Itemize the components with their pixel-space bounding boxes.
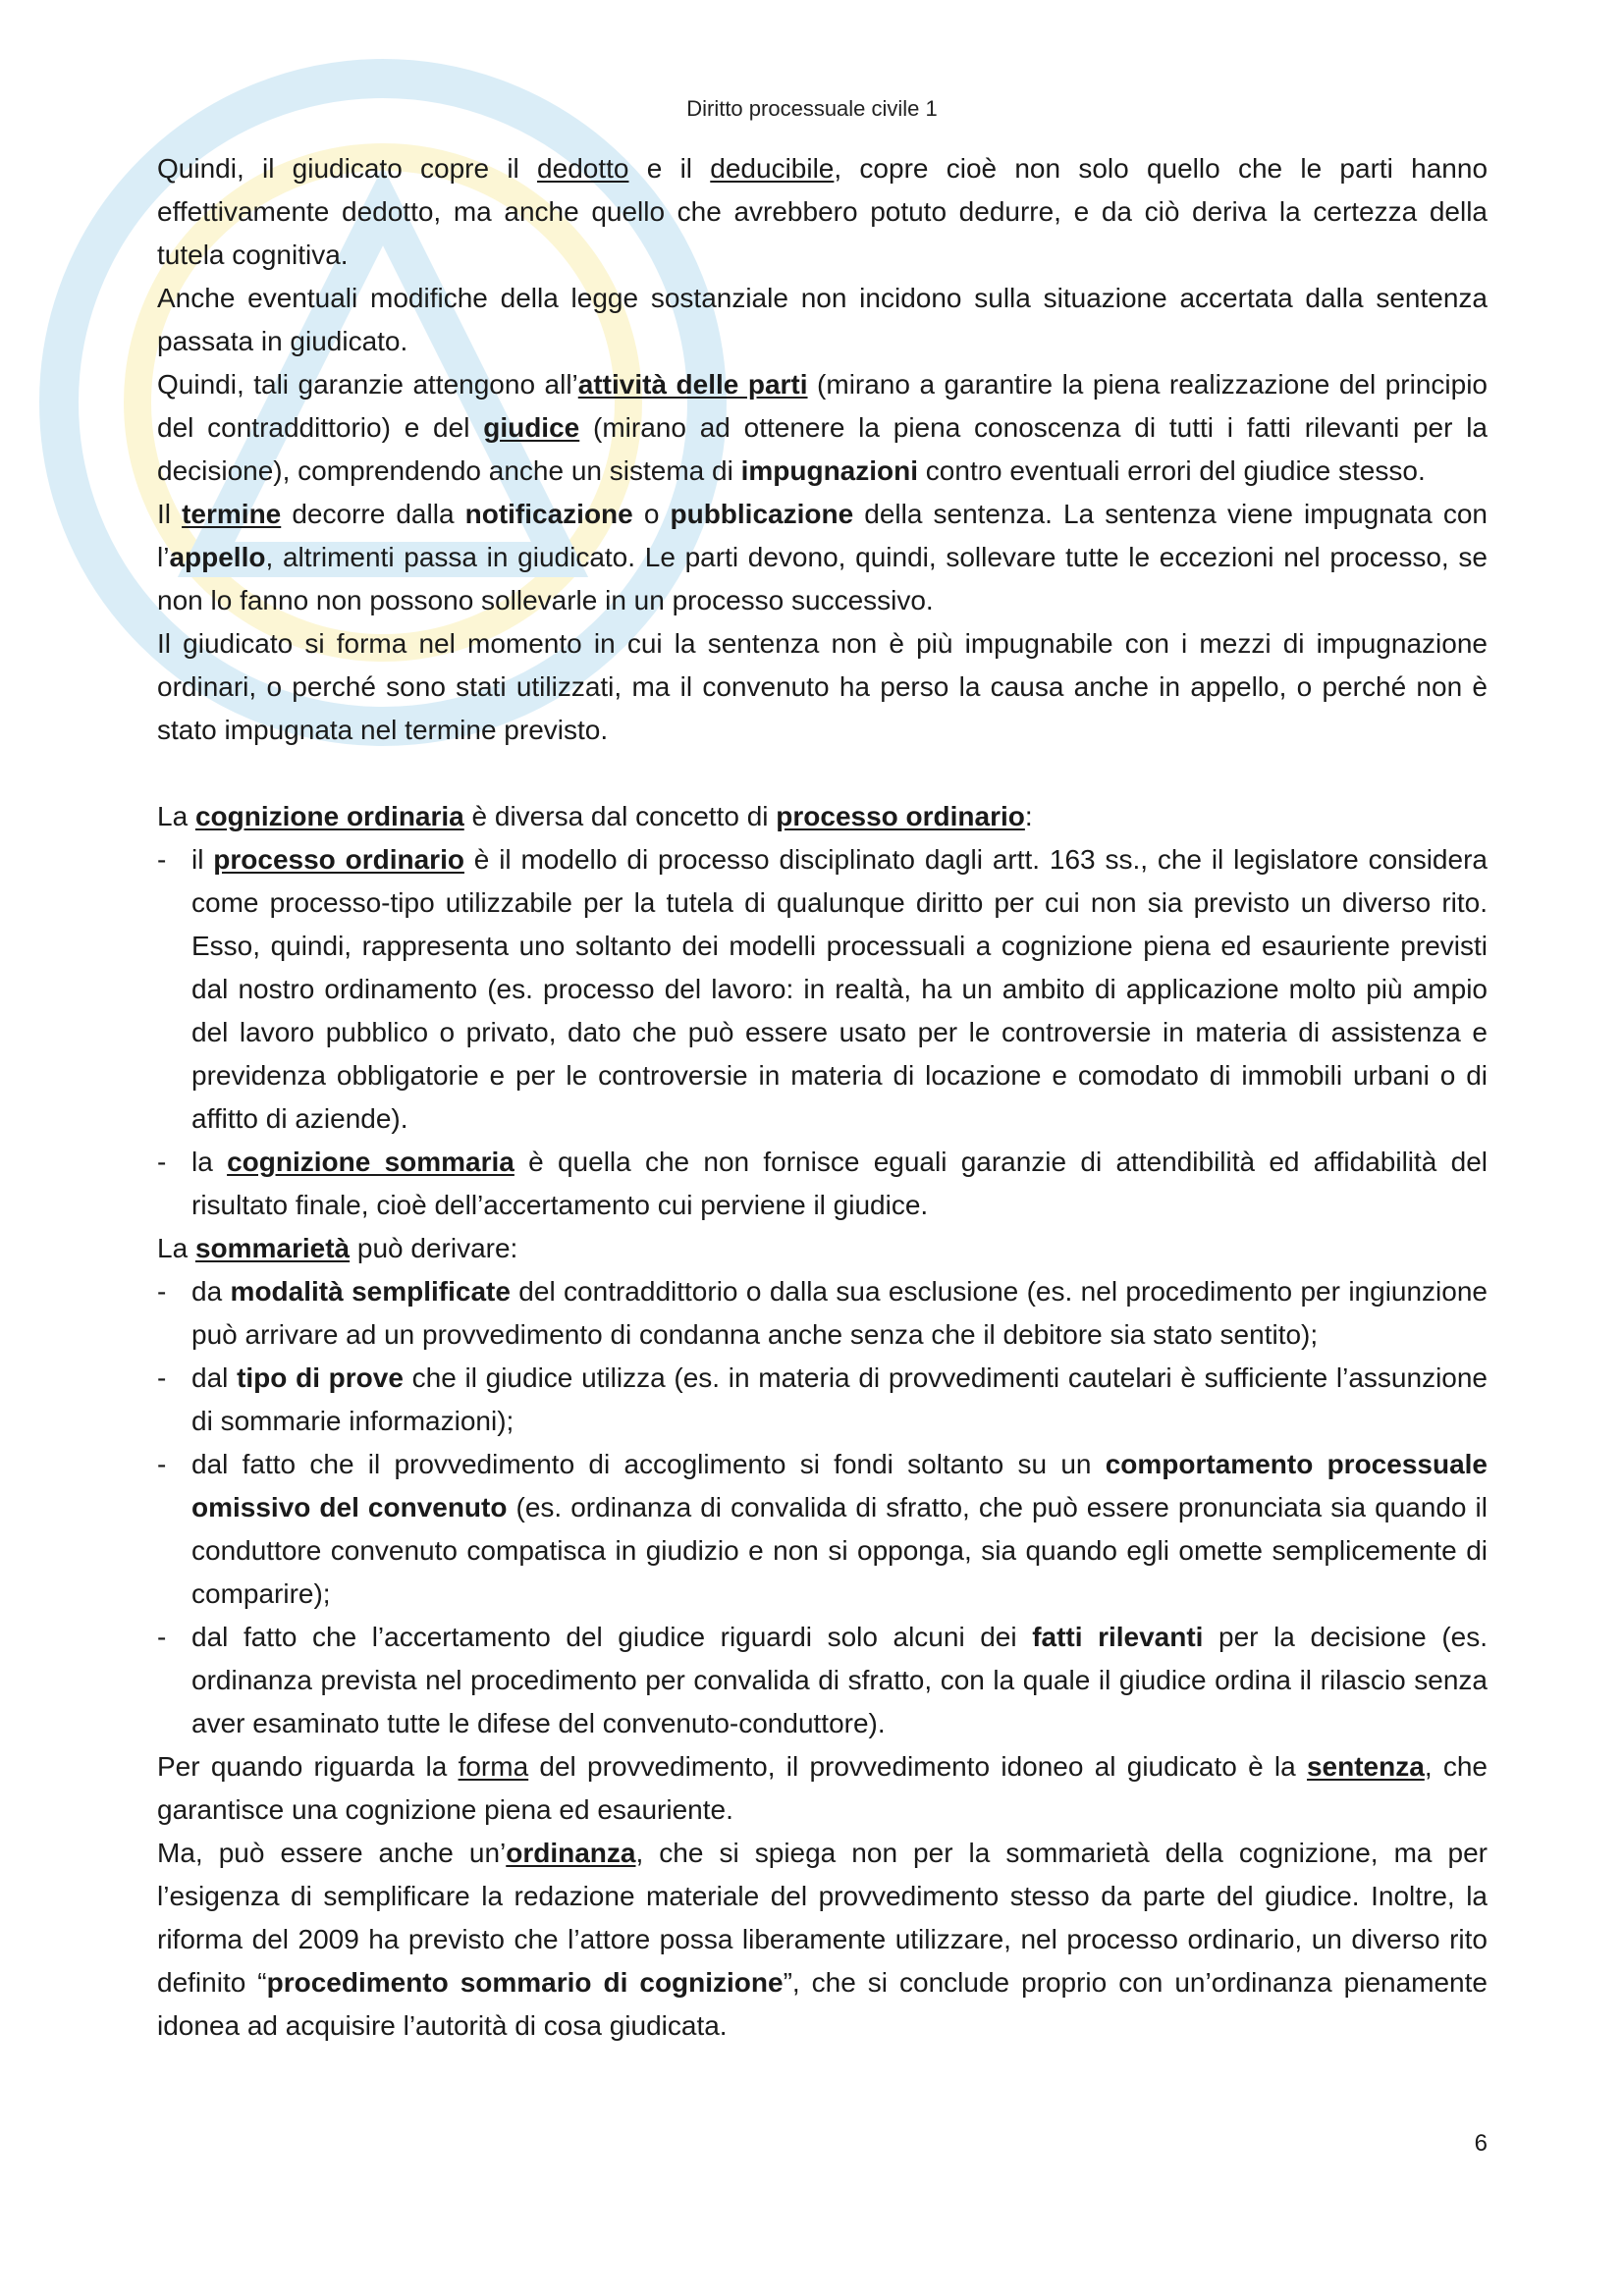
page-number: 6: [1474, 2130, 1488, 2157]
paragraph: La sommarietà può derivare:: [157, 1233, 518, 1263]
paragraph: La cognizione ordinaria è diversa dal concetto di processo ordinario:: [157, 801, 1033, 831]
paragraph: Per quando riguarda la forma del provvedimento, il provvedimento idoneo al giudicato è la sentenza, che garantisce una cognizione piena ed esauriente.: [157, 1751, 1488, 1825]
paragraph: Il termine decorre dalla notificazione o pubblicazione della sentenza. La sentenza viene impugnata con l’appello, altrimenti passa in giudicato. Le parti devono, quindi, sollevare tutte le eccezioni nel processo, se non lo fanno non possono sollevarle in un processo successivo.: [157, 499, 1488, 615]
list-item: - dal fatto che il provvedimento di accoglimento si fondi soltanto su un comportamento processuale omissivo del convenuto (es. ordinanza di convalida di sfratto, che può essere pronunciata sia quando il conduttore convenuto compatisca in giudizio e non si opponga, sia quando egli omette semplicemente di comparire);: [157, 1443, 1488, 1616]
paragraph: Quindi, il giudicato copre il dedotto e il deducibile, copre cioè non solo quello che le parti hanno effettivamente dedotto, ma anche quello che avrebbero potuto dedurre, e da ciò deriva la certezza della tutela cognitiva.: [157, 153, 1489, 270]
list-cognizione: [157, 838, 1488, 1227]
list-item: - la cognizione sommaria è quella che non fornisce eguali garanzie di attendibilità ed affidabilità del risultato finale, cioè dell’accertamento cui perviene il giudice.: [157, 1141, 1488, 1227]
document-body: [157, 147, 1488, 2048]
paragraph: Ma, può essere anche un’ordinanza, che si spiega non per la sommarietà della cognizione, ma per l’esigenza di semplificare la redazione materiale del provvedimento stesso da parte del giudice. Inoltre, la riforma del 2009 ha previsto che l’attore possa liberamente utilizzare, nel processo ordinario, un diverso rito definito “procedimento sommario di cognizione”, che si conclude proprio con un’ordinanza pienamente idonea ad acquisire l’autorità di cosa giudicata.: [157, 1838, 1488, 2041]
list-item: - dal fatto che l’accertamento del giudice riguardi solo alcuni dei fatti rilevanti per la decisione (es. ordinanza prevista nel procedimento per convalida di sfratto, con la quale il giudice ordina il rilascio senza aver esaminato tutte le difese del convenuto-conduttore).: [157, 1616, 1488, 1745]
list-item: - da modalità semplificate del contraddittorio o dalla sua esclusione (es. nel procedimento per ingiunzione può arrivare ad un provvedimento di condanna anche senza che il debitore sia stato sentito);: [157, 1270, 1488, 1357]
page-header: Diritto processuale civile 1: [686, 96, 938, 121]
list-item: - dal tipo di prove che il giudice utilizza (es. in materia di provvedimenti cautelari è sufficiente l’assunzione di sommarie informazioni);: [157, 1357, 1488, 1443]
paragraph: Il giudicato si forma nel momento in cui la sentenza non è più impugnabile con i mezzi di impugnazione ordinari, o perché sono stati utilizzati, ma il convenuto ha perso la causa anche in appello, o perché non è stato impugnata nel termine previsto.: [157, 628, 1488, 745]
paragraph: Anche eventuali modifiche della legge sostanziale non incidono sulla situazione accertata dalla sentenza passata in giudicato.: [157, 283, 1488, 356]
list-item: - il processo ordinario è il modello di processo disciplinato dagli artt. 163 ss., che il legislatore considera come processo-tipo utilizzabile per la tutela di qualunque diritto per cui non sia previsto un diverso rito. Esso, quindi, rappresenta uno soltanto dei modelli processuali a cognizione piena ed esauriente previsti dal nostro ordinamento (es. processo del lavoro: in realtà, ha un ambito di applicazione molto più ampio del lavoro pubblico o privato, dato che può essere usato per le controversie in materia di assistenza e previdenza obbligatorie e per le controversie in materia di locazione e comodato di immobili urbani o di affitto di aziende).: [157, 838, 1488, 1141]
list-sommarieta: [157, 1270, 1488, 1745]
paragraph: Quindi, tali garanzie attengono all’attività delle parti (mirano a garantire la piena realizzazione del principio del contraddittorio) e del giudice (mirano ad ottenere la piena conoscenza di tutti i fatti rilevanti per la decisione), comprendendo anche un sistema di impugnazioni contro eventuali errori del giudice stesso.: [157, 369, 1489, 486]
